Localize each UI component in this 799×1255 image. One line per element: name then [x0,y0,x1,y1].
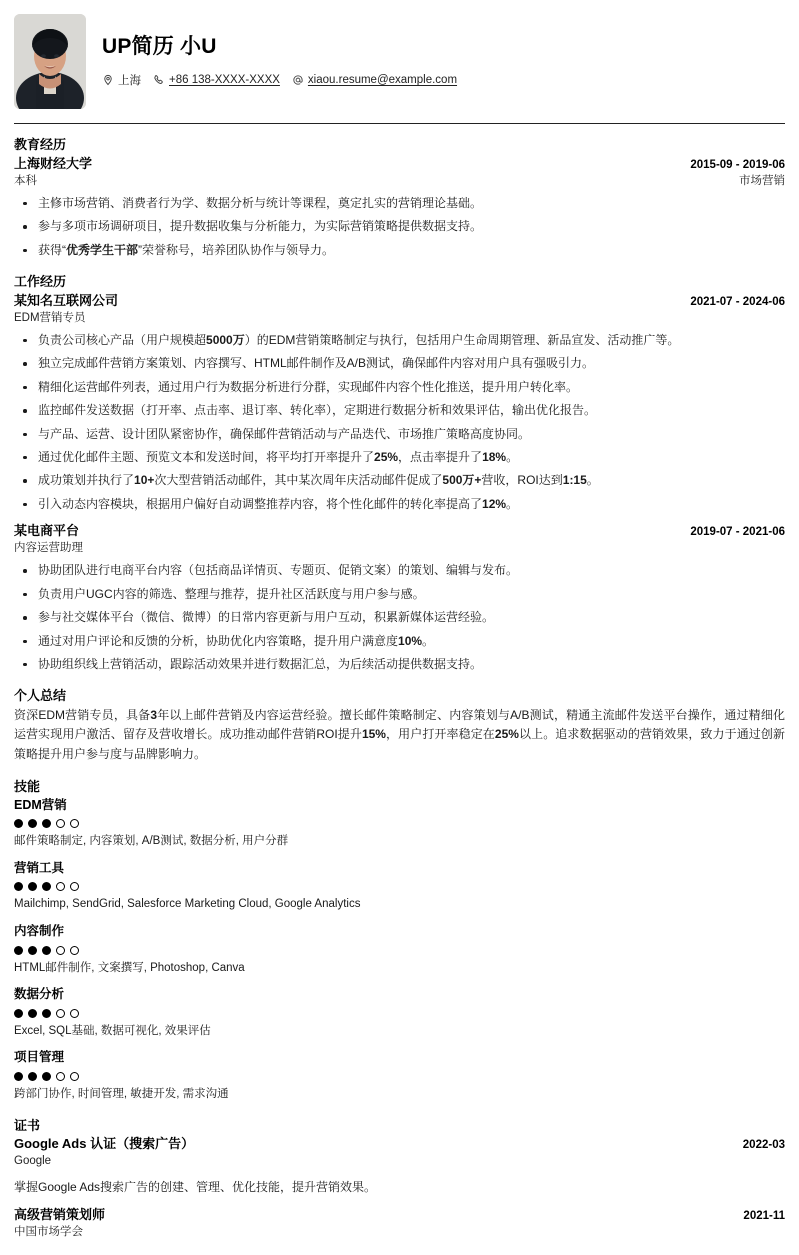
certificate-issuer: Google [14,1155,52,1168]
certificate-issuer: 中国市场学会 [14,1225,83,1238]
contact-location-text: 上海 [118,75,141,87]
section-title-certificates: 证书 [14,1117,41,1133]
education-bullets [14,195,785,259]
summary-text: 资深EDM营销专员，具备3年以上邮件营销及内容运营经验。擅长邮件策略制定、内容策划与A/B测试，精通主流邮件发送平台操作，通过精细化运营实现用户激活、留存及营收增长。成功推动邮件营销ROI提升15%，用户打开率稳定在25%以上。追求数据驱动的营销效果，致力于通过创新策略提升用户参与度与品牌影响力。 [14,707,785,761]
education-entry [14,155,785,260]
work-role: 内容运营助理 [14,542,83,555]
page-title: UP简历 小U [102,35,217,58]
rating-dot-empty [56,946,65,955]
section-education [14,136,785,259]
skill-rating-dots [14,882,785,891]
list-item: 成功策划并执行了10+次大型营销活动邮件，其中某次周年庆活动邮件促成了500万+营收，ROI达到1:15。 [14,472,785,489]
section-title-education: 教育经历 [14,137,67,152]
list-item: 与产品、运营、设计团队紧密协作，确保邮件营销活动与产品迭代、市场推广策略高度协同。 [14,426,785,443]
avatar [14,14,86,109]
list-item: 通过优化邮件主题、预览文本和发送时间，将平均打开率提升了25%，点击率提升了18%。 [14,449,785,466]
rating-dot-filled [42,1009,51,1018]
rating-dot-empty [70,946,79,955]
certificate-entry [14,1135,785,1195]
certificate-name: Google Ads 认证（搜索广告） [14,1136,195,1152]
rating-dot-filled [28,819,37,828]
skill-keywords: 邮件策略制定, 内容策划, A/B测试, 数据分析, 用户分群 [14,835,289,848]
work-entry [14,292,785,513]
rating-dot-filled [28,882,37,891]
skill-block [14,797,785,850]
header-divider [14,123,785,124]
section-title-skills: 技能 [14,779,41,795]
work-company: 某电商平台 [14,523,80,539]
skill-rating-dots [14,819,785,828]
certificate-description: 掌握Google Ads搜索广告的创建、管理、优化技能，提升营销效果。 [14,1179,377,1194]
rating-dot-empty [70,1009,79,1018]
skill-name: 营销工具 [14,860,65,875]
skill-block [14,986,785,1039]
rating-dot-empty [70,882,79,891]
rating-dot-empty [56,1009,65,1018]
rating-dot-filled [28,1009,37,1018]
rating-dot-filled [28,1072,37,1081]
work-date: 2019-07 - 2021-06 [690,526,785,539]
skill-rating-dots [14,1072,785,1081]
work-bullets [14,332,785,513]
rating-dot-filled [42,819,51,828]
certificate-entry [14,1206,785,1241]
list-item: 主修市场营销、消费者行为学、数据分析与统计等课程，奠定扎实的营销理论基础。 [14,195,785,212]
rating-dot-empty [70,819,79,828]
certificate-name: 高级营销策划师 [14,1206,106,1222]
list-item: 引入动态内容模块，根据用户偏好自动调整推荐内容，将个性化邮件的转化率提高了12%。 [14,496,785,513]
skill-keywords: Excel, SQL基础, 数据可视化, 效果评估 [14,1024,211,1037]
certificate-date: 2022-03 [742,1139,785,1152]
contact-phone-text[interactable]: +86 138-XXXX-XXXX [169,74,280,86]
work-date: 2021-07 - 2024-06 [690,295,785,308]
rating-dot-filled [42,946,51,955]
rating-dot-filled [42,882,51,891]
header-text-block [102,14,785,88]
skill-name: 内容制作 [14,924,65,939]
education-date: 2015-09 - 2019-06 [690,158,785,171]
list-item: 通过对用户评论和反馈的分析，协助优化内容策略，提升用户满意度10%。 [14,633,785,650]
skill-block [14,923,785,976]
rating-dot-filled [14,946,23,955]
skill-name: 数据分析 [14,987,65,1002]
skill-keywords: HTML邮件制作, 文案撰写, Photoshop, Canva [14,961,245,974]
contact-email-text[interactable]: xiaou.resume@example.com [307,74,458,86]
at-email-icon [292,74,304,86]
section-work [14,273,785,673]
list-item: 协助团队进行电商平台内容（包括商品详情页、专题页、促销文案）的策划、编辑与发布。 [14,562,785,579]
list-item: 获得“优秀学生干部”荣誉称号，培养团队协作与领导力。 [14,242,785,259]
certificate-date: 2021-11 [743,1209,785,1222]
phone-icon [153,74,165,86]
list-item: 监控邮件发送数据（打开率、点击率、退订率、转化率），定期进行数据分析和效果评估，输出优化报告。 [14,402,785,419]
resume-header [14,14,785,117]
education-school: 上海财经大学 [14,155,93,171]
section-skills [14,778,785,1102]
list-item: 精细化运营邮件列表，通过用户行为数据分析进行分群，实现邮件内容个性化推送，提升用户转化率。 [14,379,785,396]
education-degree: 本科 [14,174,37,187]
skill-name: EDM营销 [14,797,67,812]
contact-phone[interactable] [153,74,280,86]
rating-dot-filled [14,819,23,828]
education-major: 市场营销 [739,174,785,187]
rating-dot-empty [70,1072,79,1081]
skill-keywords: Mailchimp, SendGrid, Salesforce Marketing Cloud, Google Analytics [14,898,361,911]
work-role: EDM营销专员 [14,311,86,324]
section-title-summary: 个人总结 [14,688,67,704]
list-item: 参与多项市场调研项目，提升数据收集与分析能力，为实际营销策略提供数据支持。 [14,218,785,235]
work-company: 某知名互联网公司 [14,292,119,308]
skill-name: 项目管理 [14,1050,65,1065]
contact-list [102,72,785,88]
contact-email[interactable] [292,74,457,86]
rating-dot-filled [14,1072,23,1081]
rating-dot-filled [28,946,37,955]
contact-location [102,72,141,88]
work-bullets [14,562,785,673]
skills-list [14,797,785,1103]
rating-dot-empty [56,1072,65,1081]
list-item: 负责用户UGC内容的筛选、整理与推荐，提升社区活跃度与用户参与感。 [14,586,785,603]
skill-rating-dots [14,1009,785,1018]
skill-block [14,860,785,913]
section-certificates [14,1117,785,1241]
rating-dot-empty [56,882,65,891]
rating-dot-empty [56,819,65,828]
work-entry [14,522,785,673]
skill-block [14,1049,785,1102]
section-summary [14,687,785,764]
rating-dot-filled [14,1009,23,1018]
rating-dot-filled [42,1072,51,1081]
list-item: 独立完成邮件营销方案策划、内容撰写、HTML邮件制作及A/B测试，确保邮件内容对用户具有强吸引力。 [14,355,785,372]
list-item: 协助组织线上营销活动，跟踪活动效果并进行数据汇总，为后续活动提供数据支持。 [14,656,785,673]
list-item: 负责公司核心产品（用户规模超5000万）的EDM营销策略制定与执行，包括用户生命周期管理、新品宣发、活动推广等。 [14,332,785,349]
skill-rating-dots [14,946,785,955]
skill-keywords: 跨部门协作, 时间管理, 敏捷开发, 需求沟通 [14,1087,229,1100]
section-title-work: 工作经历 [14,274,67,290]
location-pin-icon [102,74,114,86]
rating-dot-filled [14,882,23,891]
list-item: 参与社交媒体平台（微信、微博）的日常内容更新与用户互动，积累新媒体运营经验。 [14,609,785,626]
